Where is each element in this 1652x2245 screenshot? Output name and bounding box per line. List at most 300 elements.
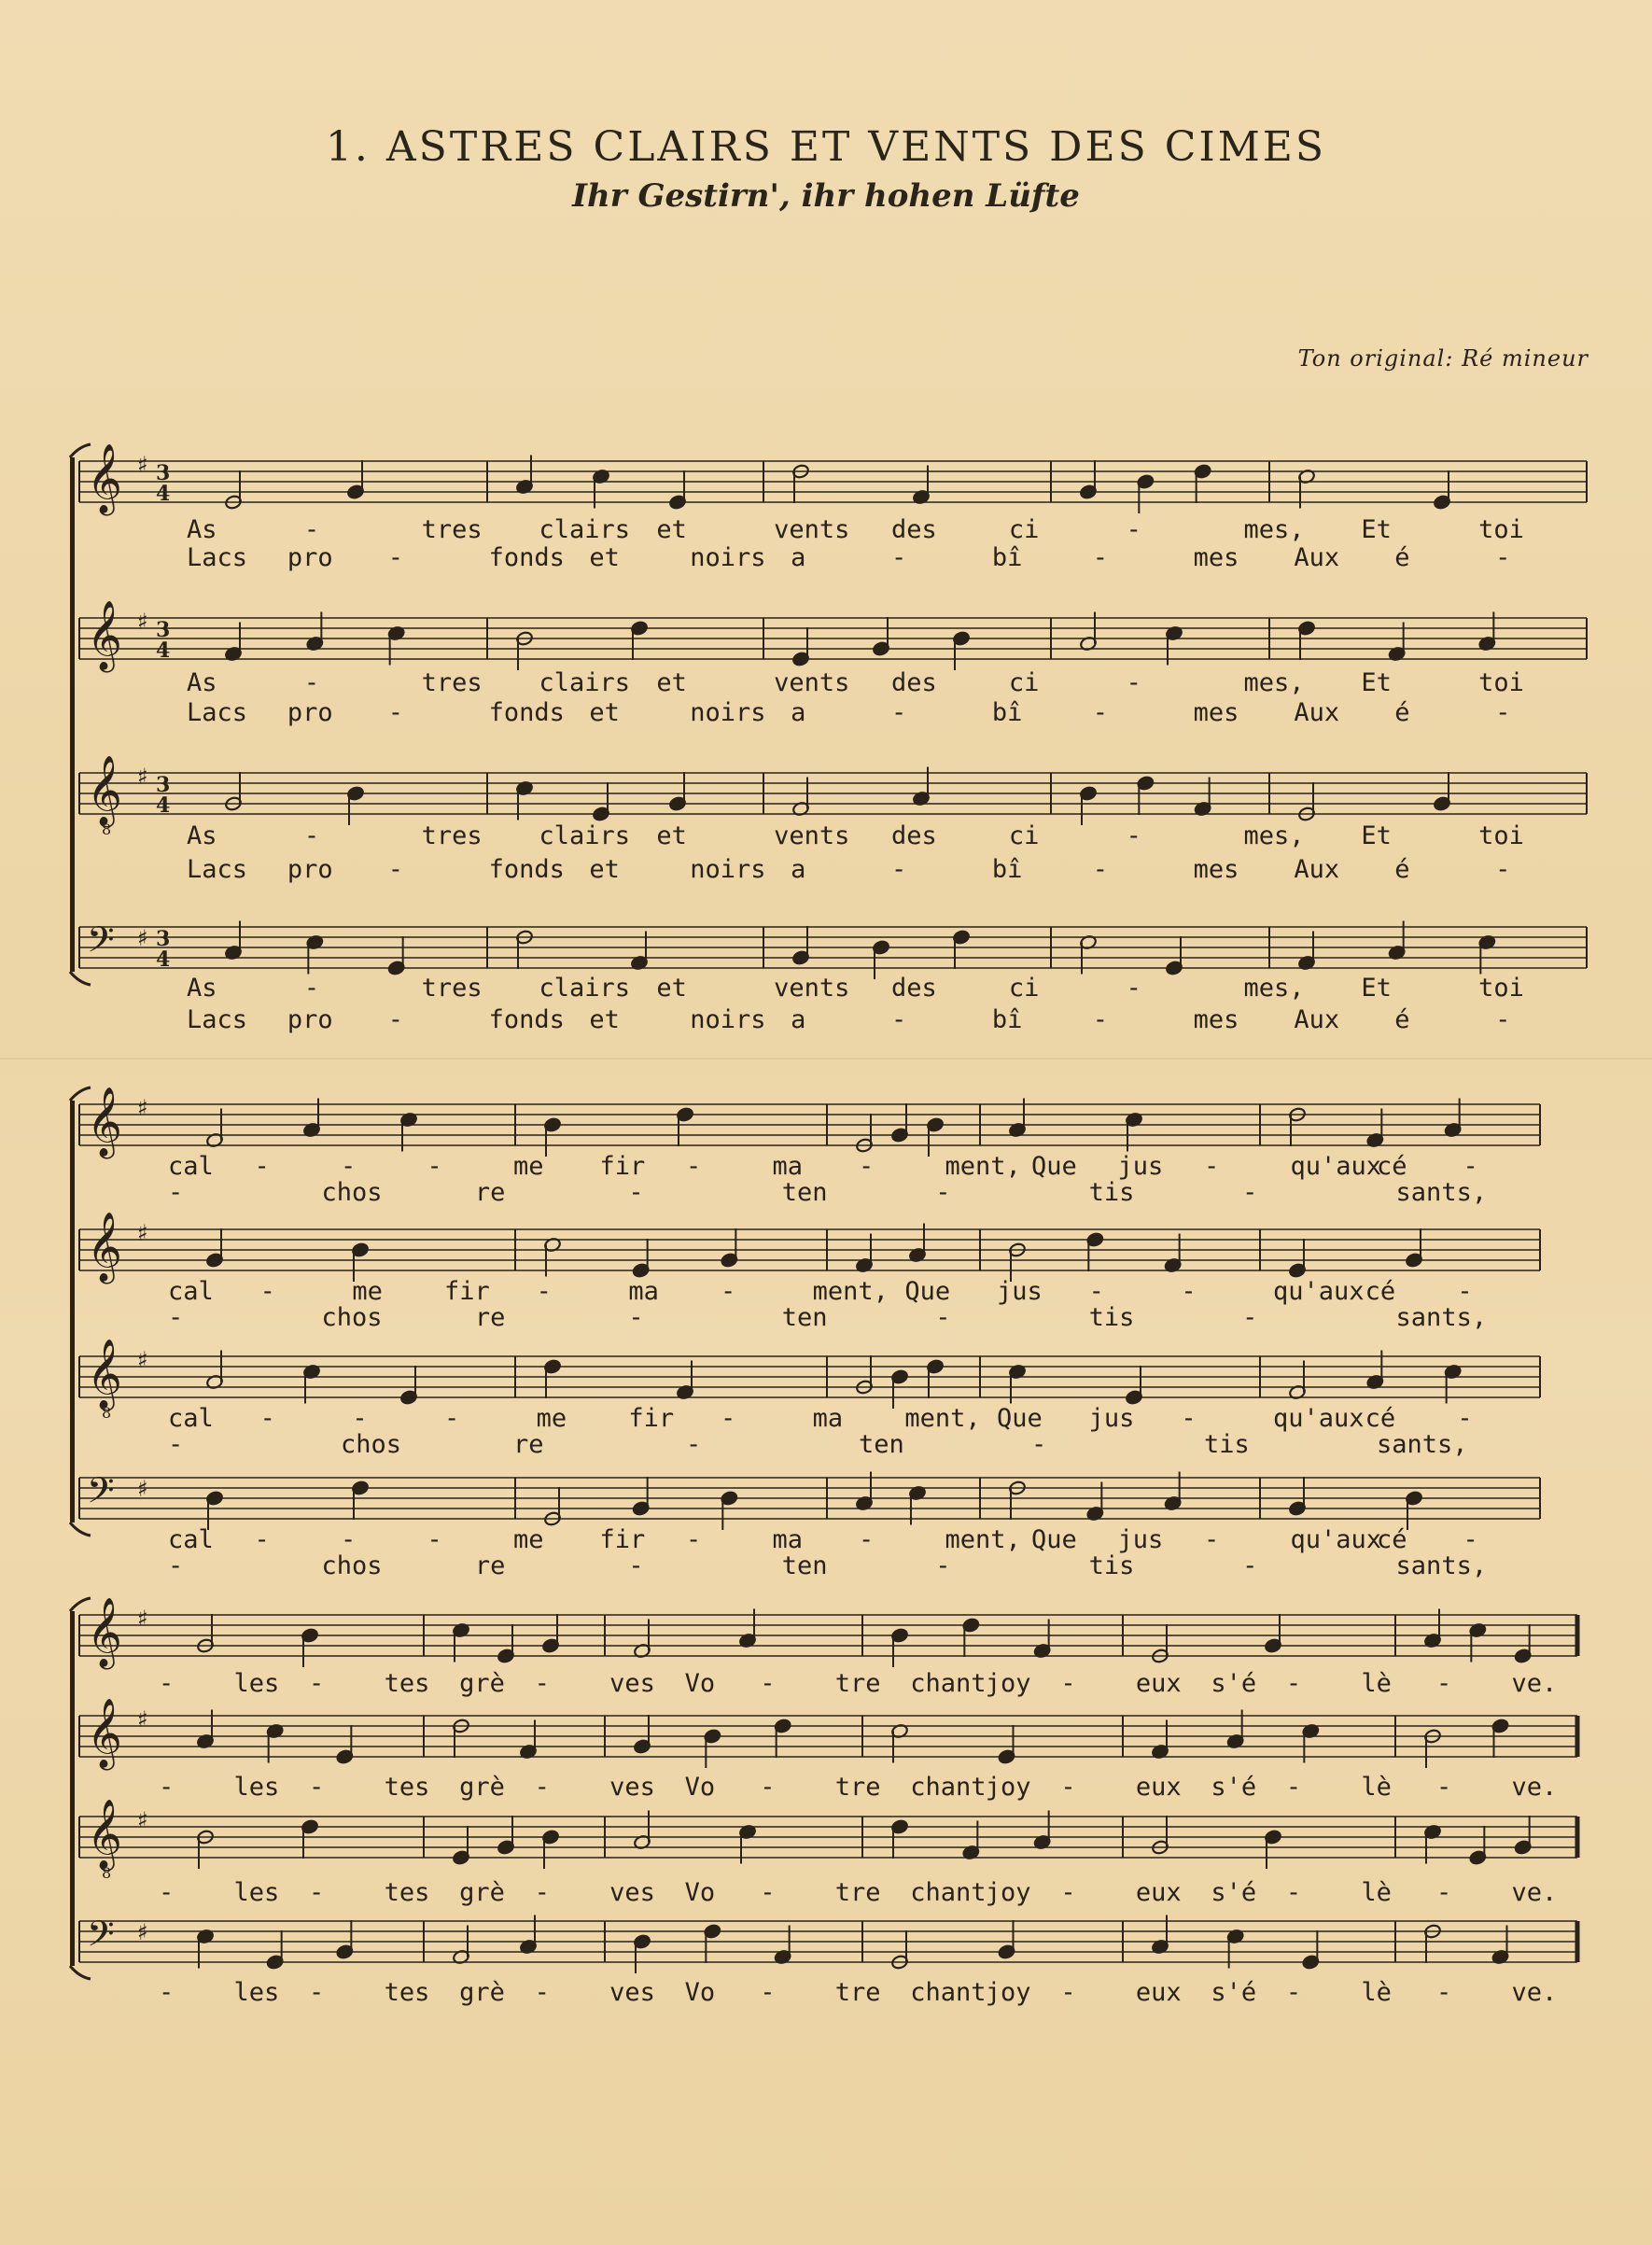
lyric-syllable: grè xyxy=(459,1978,505,2007)
lyric-syllable: ment, xyxy=(904,1404,981,1433)
lyric-syllable: ci xyxy=(1008,515,1040,544)
lyric-syllable: toi xyxy=(1478,515,1524,544)
lyric-syllable: s'é xyxy=(1211,1978,1257,2007)
lyric-syllable: bî xyxy=(991,1005,1023,1034)
lyric-syllable: tres xyxy=(421,974,483,1003)
lyric-syllable: sants, xyxy=(1395,1551,1488,1580)
lyric-syllable: ve. xyxy=(1511,1669,1558,1698)
lyric-syllable: clairs xyxy=(539,821,631,850)
lyric-syllable: ment, xyxy=(945,1152,1021,1181)
lyric-syllable: cal xyxy=(168,1525,214,1554)
lyric-syllable: tres xyxy=(421,515,483,544)
original-key-note: Ton original: Ré mineur xyxy=(1297,345,1589,372)
sharp-icon: ♯ xyxy=(137,1095,148,1121)
lyric-syllable: - xyxy=(1126,515,1141,544)
lyric-syllable: - xyxy=(1242,1178,1258,1207)
staff-1 xyxy=(79,1087,1540,1207)
lyric-syllable: - xyxy=(891,855,907,884)
lyric-syllable: vents xyxy=(774,668,850,697)
sharp-icon: ♯ xyxy=(137,1606,148,1632)
lyric-syllable: ves xyxy=(609,1773,655,1802)
sharp-icon: ♯ xyxy=(137,1807,148,1833)
lyric-syllable: chos xyxy=(321,1178,383,1207)
lyric-syllable: grè xyxy=(459,1878,505,1907)
lyric-syllable: - xyxy=(309,1878,325,1907)
lyric-syllable: et xyxy=(589,698,620,727)
lyric-syllable: - xyxy=(168,1178,184,1207)
lyric-syllable: lè xyxy=(1361,1878,1392,1907)
lyric-syllable: - xyxy=(760,1878,776,1907)
bass-clef-icon: 𝄢 xyxy=(87,1469,115,1520)
lyric-syllable: - xyxy=(159,1773,175,1802)
lyric-syllable: re xyxy=(474,1178,506,1207)
lyric-syllable: - xyxy=(427,1525,442,1554)
lyric-syllable: et xyxy=(589,1005,620,1034)
treble-clef-icon: 𝄞 xyxy=(87,444,122,513)
lyric-syllable: toi xyxy=(1478,668,1524,697)
lyric-syllable: chos xyxy=(321,1551,383,1580)
lyric-syllable: - xyxy=(309,1978,325,2007)
lyric-syllable: Et xyxy=(1361,974,1392,1003)
lyric-syllable: vents xyxy=(774,515,850,544)
system-bracket xyxy=(70,1611,75,1966)
lyric-syllable: vents xyxy=(774,821,850,850)
lyric-syllable: tre xyxy=(834,1773,881,1802)
lyric-syllable: lè xyxy=(1361,1773,1392,1802)
lyric-syllable: sants, xyxy=(1377,1430,1468,1459)
lyric-syllable: - xyxy=(254,1525,270,1554)
sharp-icon: ♯ xyxy=(137,1347,148,1373)
lyric-syllable: fonds xyxy=(488,543,565,572)
lyric-syllable: me xyxy=(352,1277,383,1306)
lyric-syllable: - xyxy=(628,1303,644,1332)
sharp-icon: ♯ xyxy=(137,609,148,635)
lyric-syllable: pro xyxy=(287,698,333,727)
lyric-syllable: - xyxy=(760,1978,776,2007)
lyric-syllable: - xyxy=(760,1669,776,1698)
lyric-syllable: ma xyxy=(812,1404,844,1433)
time-signature-bottom: 4 xyxy=(156,638,171,663)
lyric-syllable: et xyxy=(656,515,687,544)
lyric-syllable: - xyxy=(159,1878,175,1907)
lyric-syllable: ma xyxy=(772,1525,804,1554)
lyric-syllable: - xyxy=(1092,698,1108,727)
lyric-syllable: - xyxy=(1092,543,1108,572)
sharp-icon: ♯ xyxy=(137,452,148,478)
lyric-syllable: me xyxy=(513,1525,544,1554)
lyric-syllable: - xyxy=(1463,1525,1478,1554)
lyric-syllable: bî xyxy=(991,543,1023,572)
lyric-syllable: - xyxy=(341,1152,357,1181)
bracket-hook-bottom xyxy=(70,1966,91,1979)
lyric-syllable: cé xyxy=(1377,1152,1407,1181)
lyric-syllable: Aux xyxy=(1294,543,1340,572)
lyric-syllable: - xyxy=(168,1303,184,1332)
lyric-syllable: mes xyxy=(1193,698,1239,727)
lyric-syllable: Vo xyxy=(684,1878,716,1907)
octave-8-mark: 8 xyxy=(102,1404,112,1422)
lyric-syllable: - xyxy=(1435,1978,1452,2007)
lyric-syllable: - xyxy=(935,1303,951,1332)
lyric-syllable: Aux xyxy=(1294,698,1340,727)
lyric-syllable: ten xyxy=(781,1303,828,1332)
staff-2 xyxy=(79,1699,1577,1802)
lyric-syllable: eux xyxy=(1135,1878,1182,1907)
lyric-syllable: cal xyxy=(168,1152,214,1181)
lyric-syllable: Aux xyxy=(1294,855,1340,884)
lyric-syllable: - xyxy=(1181,1404,1197,1433)
lyric-syllable: fonds xyxy=(488,698,565,727)
lyric-syllable: - xyxy=(935,1551,951,1580)
system-2 xyxy=(70,1087,1540,1580)
lyric-syllable: fir xyxy=(444,1277,490,1306)
lyric-syllable: Que xyxy=(1031,1525,1077,1554)
time-signature-bottom: 4 xyxy=(156,947,171,972)
system-bracket xyxy=(70,457,75,972)
lyric-syllable: joy xyxy=(985,1669,1031,1698)
lyric-syllable: des xyxy=(891,515,937,544)
lyric-syllable: ves xyxy=(609,1669,655,1698)
lyric-syllable: des xyxy=(891,668,937,697)
lyric-syllable: - xyxy=(1092,1005,1108,1034)
lyric-syllable: Que xyxy=(1031,1152,1077,1181)
lyric-syllable: ci xyxy=(1008,668,1040,697)
staff-2 xyxy=(79,1213,1540,1332)
lyric-syllable: noirs xyxy=(690,698,766,727)
lyric-syllable: Vo xyxy=(684,1773,716,1802)
lyric-syllable: et xyxy=(656,974,687,1003)
lyric-syllable: - xyxy=(534,1978,550,2007)
lyric-syllable: Et xyxy=(1361,515,1392,544)
staff-3 xyxy=(79,1800,1577,1907)
lyric-syllable: joy xyxy=(985,1773,1031,1802)
lyric-syllable: - xyxy=(1060,1978,1076,2007)
lyric-syllable: toi xyxy=(1478,821,1524,850)
bracket-hook-bottom xyxy=(70,1522,91,1536)
lyric-syllable: - xyxy=(427,1152,442,1181)
lyric-syllable: - xyxy=(1088,1277,1104,1306)
lyric-syllable: Que xyxy=(904,1277,951,1306)
lyric-syllable: lè xyxy=(1361,1978,1392,2007)
system-1 xyxy=(70,444,1587,1034)
lyric-syllable: - xyxy=(1126,821,1141,850)
lyric-syllable: ve. xyxy=(1511,1773,1558,1802)
lyric-syllable: fir xyxy=(599,1152,646,1181)
time-signature-top: 3 xyxy=(156,773,171,797)
lyric-syllable: - xyxy=(254,1152,270,1181)
lyric-syllable: ment, xyxy=(945,1525,1021,1554)
lyric-syllable: - xyxy=(686,1430,702,1459)
staff-1 xyxy=(79,1598,1577,1698)
time-signature-top: 3 xyxy=(156,618,171,642)
lyric-syllable: - xyxy=(1126,668,1141,697)
lyric-syllable: chos xyxy=(321,1303,383,1332)
sharp-icon: ♯ xyxy=(137,764,148,790)
lyric-syllable: chant xyxy=(910,1978,987,2007)
lyric-syllable: a xyxy=(791,698,806,727)
lyric-syllable: et xyxy=(656,821,687,850)
lyric-syllable: lè xyxy=(1361,1669,1392,1698)
lyric-syllable: tis xyxy=(1088,1551,1135,1580)
lyric-syllable: é xyxy=(1394,543,1410,572)
lyric-syllable: chant xyxy=(910,1878,987,1907)
lyric-syllable: et xyxy=(589,855,620,884)
lyric-syllable: - xyxy=(1435,1878,1452,1907)
lyric-syllable: Que xyxy=(997,1404,1043,1433)
lyric-syllable: re xyxy=(474,1551,506,1580)
lyric-syllable: - xyxy=(1463,1152,1478,1181)
lyric-syllable: mes, xyxy=(1243,821,1305,850)
lyric-syllable: joy xyxy=(985,1978,1031,2007)
lyric-syllable: tre xyxy=(834,1978,881,2007)
lyric-syllable: mes, xyxy=(1243,515,1305,544)
time-signature-top: 3 xyxy=(156,927,171,951)
lyric-syllable: chant xyxy=(910,1773,987,1802)
lyric-syllable: - xyxy=(1031,1430,1047,1459)
lyric-syllable: jus xyxy=(1088,1404,1135,1433)
lyric-syllable: les xyxy=(233,1773,280,1802)
lyric-syllable: a xyxy=(791,543,806,572)
lyric-syllable: As xyxy=(187,821,217,850)
lyric-syllable: - xyxy=(1285,1669,1302,1698)
lyric-syllable: - xyxy=(303,668,320,697)
sharp-icon: ♯ xyxy=(137,1706,148,1733)
lyric-syllable: - xyxy=(721,1404,736,1433)
lyric-syllable: ci xyxy=(1008,974,1040,1003)
lyric-syllable: - xyxy=(1060,1773,1076,1802)
staff-4 xyxy=(79,1469,1540,1580)
lyric-syllable: Et xyxy=(1361,668,1392,697)
lyric-syllable: bî xyxy=(991,698,1023,727)
time-signature-bottom: 4 xyxy=(156,482,171,506)
lyric-syllable: Vo xyxy=(684,1978,716,2007)
lyric-syllable: - xyxy=(891,1005,907,1034)
lyric-syllable: As xyxy=(187,668,217,697)
lyric-syllable: Lacs xyxy=(187,543,248,572)
lyric-syllable: clairs xyxy=(539,668,631,697)
lyric-syllable: - xyxy=(159,1978,175,2007)
lyric-syllable: chos xyxy=(341,1430,402,1459)
lyric-syllable: tis xyxy=(1088,1178,1135,1207)
time-signature-top: 3 xyxy=(156,461,171,485)
lyric-syllable: - xyxy=(1242,1551,1258,1580)
lyric-syllable: ci xyxy=(1008,821,1040,850)
lyric-syllable: - xyxy=(891,543,907,572)
lyric-syllable: ves xyxy=(609,1878,655,1907)
lyric-syllable: a xyxy=(791,1005,806,1034)
bracket-hook-bottom xyxy=(70,972,91,985)
lyric-syllable: noirs xyxy=(690,543,766,572)
staff-2 xyxy=(79,601,1587,727)
lyric-syllable: a xyxy=(791,855,806,884)
lyric-syllable: sants, xyxy=(1395,1178,1488,1207)
lyric-syllable: tre xyxy=(834,1878,881,1907)
lyric-syllable: é xyxy=(1394,698,1410,727)
lyric-syllable: mes, xyxy=(1243,668,1305,697)
lyric-syllable: - xyxy=(159,1669,175,1698)
lyric-syllable: - xyxy=(859,1152,875,1181)
lyric-syllable: - xyxy=(168,1551,184,1580)
lyric-syllable: des xyxy=(891,821,937,850)
lyric-syllable: les xyxy=(233,1669,280,1698)
lyric-syllable: - xyxy=(1435,1773,1452,1802)
lyric-syllable: re xyxy=(513,1430,544,1459)
lyric-syllable: vents xyxy=(774,974,850,1003)
song-subtitle: Ihr Gestirn', ihr hohen Lüfte xyxy=(572,177,1080,215)
lyric-syllable: - xyxy=(721,1277,736,1306)
treble-clef-icon: 𝄞 xyxy=(87,601,122,670)
lyric-syllable: - xyxy=(1060,1878,1076,1907)
lyric-syllable: jus xyxy=(997,1277,1043,1306)
lyric-syllable: qu'aux xyxy=(1290,1525,1382,1554)
lyric-syllable: me xyxy=(513,1152,544,1181)
lyric-syllable: - xyxy=(891,698,907,727)
lyric-syllable: - xyxy=(628,1178,644,1207)
lyric-syllable: - xyxy=(686,1525,702,1554)
lyric-syllable: grè xyxy=(459,1773,505,1802)
sharp-icon: ♯ xyxy=(137,1220,148,1246)
lyric-syllable: - xyxy=(859,1525,875,1554)
treble-clef-icon: 𝄞 xyxy=(87,1699,122,1768)
lyric-syllable: cé xyxy=(1377,1525,1407,1554)
lyric-syllable: tes xyxy=(384,1878,430,1907)
lyric-syllable: fir xyxy=(599,1525,646,1554)
lyric-syllable: tis xyxy=(1204,1430,1250,1459)
lyric-syllable: As xyxy=(187,974,217,1003)
lyric-syllable: - xyxy=(168,1430,184,1459)
lyric-syllable: tis xyxy=(1088,1303,1135,1332)
lyric-syllable: tres xyxy=(421,821,483,850)
lyric-syllable: clairs xyxy=(539,974,631,1003)
lyric-syllable: - xyxy=(1495,855,1511,884)
lyric-syllable: Lacs xyxy=(187,855,248,884)
lyric-syllable: chant xyxy=(910,1669,987,1698)
lyric-syllable: tre xyxy=(834,1669,881,1698)
lyric-syllable: qu'aux xyxy=(1290,1152,1382,1181)
lyric-syllable: As xyxy=(187,515,217,544)
bass-clef-icon: 𝄢 xyxy=(87,919,115,969)
lyric-syllable: Et xyxy=(1361,821,1392,850)
lyric-syllable: - xyxy=(1285,1773,1302,1802)
lyric-syllable: - xyxy=(1457,1404,1473,1433)
lyric-syllable: - xyxy=(309,1773,325,1802)
lyric-syllable: mes xyxy=(1193,1005,1239,1034)
lyric-syllable: ve. xyxy=(1511,1878,1558,1907)
lyric-syllable: Vo xyxy=(684,1669,716,1698)
lyric-syllable: - xyxy=(1285,1978,1302,2007)
lyric-syllable: - xyxy=(1204,1525,1220,1554)
lyric-syllable: s'é xyxy=(1211,1773,1257,1802)
lyric-syllable: ma xyxy=(772,1152,804,1181)
lyric-syllable: - xyxy=(1242,1303,1258,1332)
lyric-syllable: re xyxy=(474,1303,506,1332)
song-title: 1. ASTRES CLAIRS ET VENTS DES CIMES xyxy=(325,123,1327,171)
octave-8-mark: 8 xyxy=(102,821,112,838)
lyric-syllable: eux xyxy=(1135,1669,1182,1698)
lyric-syllable: noirs xyxy=(690,855,766,884)
lyric-syllable: - xyxy=(1495,1005,1511,1034)
lyric-syllable: toi xyxy=(1478,974,1524,1003)
staff-3 xyxy=(79,1340,1540,1459)
lyric-syllable: cal xyxy=(168,1277,214,1306)
system-bracket xyxy=(70,1101,75,1522)
lyric-syllable: - xyxy=(387,543,403,572)
lyric-syllable: é xyxy=(1394,1005,1410,1034)
lyric-syllable: - xyxy=(1060,1669,1076,1698)
lyric-syllable: ves xyxy=(609,1978,655,2007)
lyric-syllable: Aux xyxy=(1294,1005,1340,1034)
lyric-syllable: noirs xyxy=(690,1005,766,1034)
lyric-syllable: eux xyxy=(1135,1978,1182,2007)
treble-clef-icon: 𝄞 xyxy=(87,1598,122,1667)
lyric-syllable: - xyxy=(935,1178,951,1207)
lyric-syllable: - xyxy=(534,1878,550,1907)
sharp-icon: ♯ xyxy=(137,1919,148,1945)
lyric-syllable: ma xyxy=(628,1277,659,1306)
lyric-syllable: - xyxy=(1092,855,1108,884)
lyric-syllable: - xyxy=(387,855,403,884)
treble-clef-icon: 𝄞 xyxy=(87,1800,122,1869)
lyric-syllable: tres xyxy=(421,668,483,697)
lyric-syllable: - xyxy=(534,1669,550,1698)
lyric-syllable: - xyxy=(259,1277,275,1306)
lyric-syllable: clairs xyxy=(539,515,631,544)
lyric-syllable: - xyxy=(1495,543,1511,572)
lyric-syllable: - xyxy=(303,515,320,544)
lyric-syllable: Lacs xyxy=(187,698,248,727)
treble-clef-icon: 𝄞 xyxy=(87,1213,122,1282)
lyric-syllable: - xyxy=(444,1404,460,1433)
lyric-syllable: tes xyxy=(384,1669,430,1698)
lyric-syllable: pro xyxy=(287,1005,333,1034)
lyric-syllable: - xyxy=(686,1152,702,1181)
lyric-syllable: ment, xyxy=(812,1277,889,1306)
lyric-syllable: qu'aux xyxy=(1273,1277,1365,1306)
treble-clef-icon: 𝄞 xyxy=(87,1087,122,1157)
sharp-icon: ♯ xyxy=(137,1476,148,1502)
lyric-syllable: cé xyxy=(1365,1277,1396,1306)
lyric-syllable: - xyxy=(303,974,320,1003)
lyric-syllable: me xyxy=(536,1404,567,1433)
lyric-syllable: tes xyxy=(384,1773,430,1802)
lyric-syllable: pro xyxy=(287,855,333,884)
lyric-syllable: mes xyxy=(1193,855,1239,884)
lyric-syllable: é xyxy=(1394,855,1410,884)
lyric-syllable: - xyxy=(536,1277,552,1306)
lyric-syllable: - xyxy=(534,1773,550,1802)
lyric-syllable: ten xyxy=(781,1551,828,1580)
staff-1 xyxy=(79,444,1587,572)
lyric-syllable: - xyxy=(1495,698,1511,727)
lyric-syllable: - xyxy=(1126,974,1141,1003)
lyric-syllable: - xyxy=(1285,1878,1302,1907)
staff-4 xyxy=(79,919,1587,1034)
staff-3 xyxy=(79,756,1587,884)
lyric-syllable: Lacs xyxy=(187,1005,248,1034)
lyric-syllable: qu'aux xyxy=(1273,1404,1365,1433)
lyric-syllable: fir xyxy=(628,1404,675,1433)
lyric-syllable: - xyxy=(1457,1277,1473,1306)
lyric-syllable: fonds xyxy=(488,1005,565,1034)
lyric-syllable: - xyxy=(1181,1277,1197,1306)
lyric-syllable: s'é xyxy=(1211,1669,1257,1698)
lyric-syllable: - xyxy=(387,698,403,727)
treble-clef-icon: 𝄞 xyxy=(87,1340,122,1409)
lyric-syllable: cal xyxy=(168,1404,214,1433)
lyric-syllable: s'é xyxy=(1211,1878,1257,1907)
lyric-syllable: - xyxy=(352,1404,368,1433)
lyric-syllable: - xyxy=(760,1773,776,1802)
